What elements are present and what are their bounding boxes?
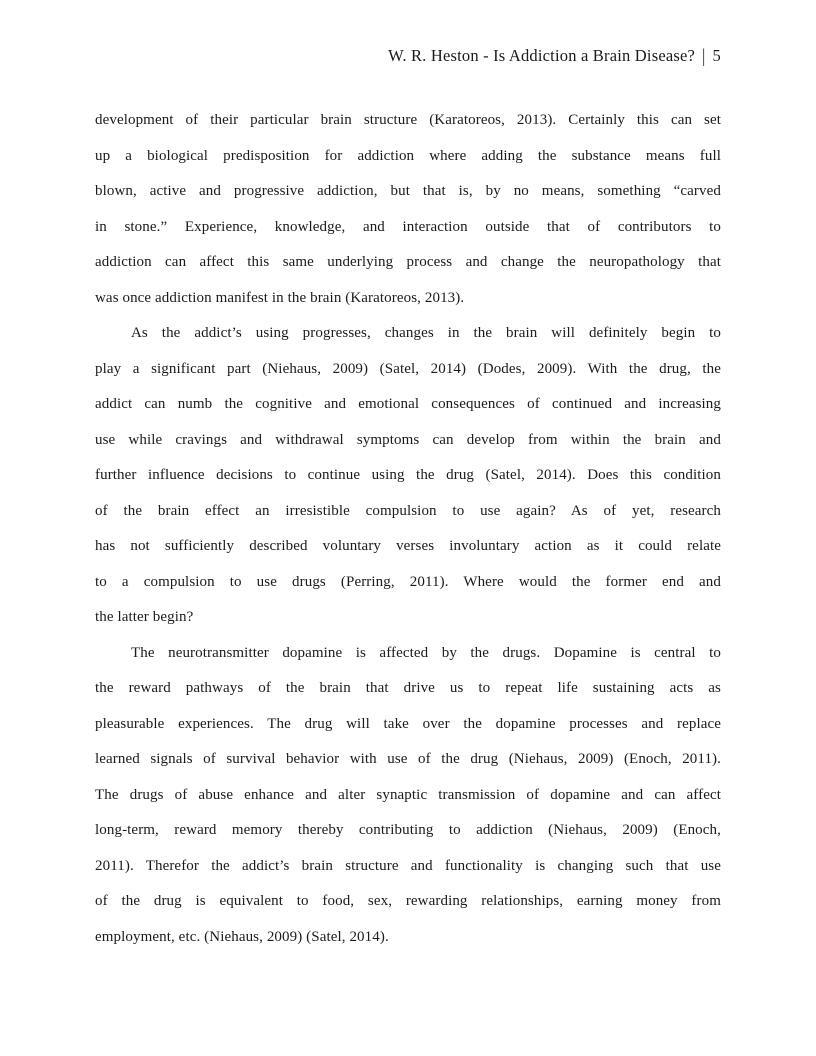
header-separator: | — [702, 44, 706, 67]
page-number: 5 — [712, 46, 721, 65]
text-line: addiction can affect this same underlying process and change the neuropathology that — [95, 254, 721, 270]
running-header — [388, 46, 721, 66]
text-line: the reward pathways of the brain that drive us to repeat life sustaining acts as — [95, 680, 721, 696]
text-line: pleasurable experiences. The drug will take over the dopamine processes and replace — [95, 715, 721, 732]
document-body — [95, 103, 721, 955]
text-line: the latter begin? — [95, 609, 194, 625]
text-line: play a significant part (Niehaus, 2009) (Satel, 2014) (Dodes, 2009). With the drug, the — [95, 360, 721, 377]
text-line: has not sufficiently described voluntary verses involuntary action as it could relate — [95, 538, 721, 554]
text-line: employment, etc. (Niehaus, 2009) (Satel, 2014). — [95, 928, 389, 945]
paragraph — [95, 103, 721, 316]
paragraph — [95, 316, 721, 636]
text-line: long-term, reward memory thereby contributing to addiction (Niehaus, 2009) (Enoch, — [95, 822, 721, 838]
text-line: was once addiction manifest in the brain (Karatoreos, 2013). — [95, 289, 465, 306]
paragraph — [95, 636, 721, 956]
text-line: The drugs of abuse enhance and alter synaptic transmission of dopamine and can affect — [95, 786, 721, 803]
text-line: 2011). Therefor the addict’s brain structure and functionality is changing such that use — [95, 857, 721, 874]
text-line: up a biological predisposition for addiction where adding the substance means full — [95, 147, 721, 164]
text-line: The neurotransmitter dopamine is affected by the drugs. Dopamine is central to — [131, 644, 721, 661]
text-line: further influence decisions to continue using the drug (Satel, 2014). Does this condition — [95, 467, 721, 483]
text-line: As the addict’s using progresses, changes in the brain will definitely begin to — [131, 325, 721, 341]
text-line: of the drug is equivalent to food, sex, rewarding relationships, earning money from — [95, 893, 721, 909]
text-line: addict can numb the cognitive and emotional consequences of continued and increasing — [95, 396, 721, 412]
text-line: in stone.” Experience, knowledge, and interaction outside that of contributors to — [95, 218, 721, 235]
text-line: learned signals of survival behavior with use of the drug (Niehaus, 2009) (Enoch, 2011). — [95, 751, 721, 767]
text-line: development of their particular brain structure (Karatoreos, 2013). Certainly this can set — [95, 112, 721, 128]
header-title: W. R. Heston - Is Addiction a Brain Disease? — [388, 46, 696, 65]
text-line: of the brain effect an irresistible compulsion to use again? As of yet, research — [95, 502, 721, 519]
text-line: blown, active and progressive addiction, but that is, by no means, something “carved — [95, 183, 721, 199]
text-line: use while cravings and withdrawal symptoms can develop from within the brain and — [95, 431, 721, 448]
text-line: to a compulsion to use drugs (Perring, 2011). Where would the former end and — [95, 573, 721, 590]
